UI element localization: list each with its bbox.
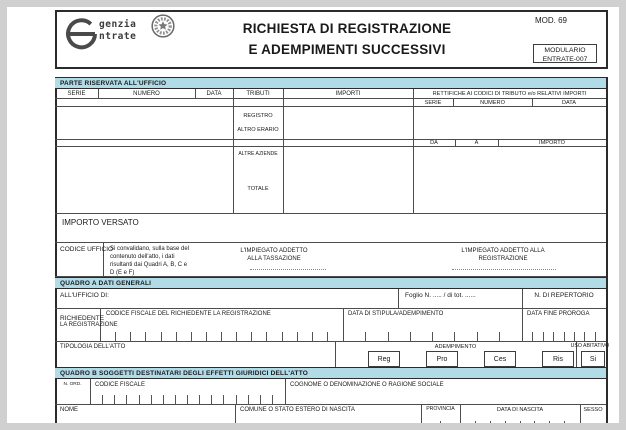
sesso-label: SESSO bbox=[583, 407, 603, 413]
impiegato-registrazione-label: L'IMPIEGATO ADDETTO ALLA REGISTRAZIONE bbox=[461, 248, 545, 263]
cell-rettifiche-area[interactable] bbox=[414, 107, 605, 138]
col-header-a: A bbox=[474, 140, 479, 146]
grid-line bbox=[55, 341, 606, 342]
row-label-altre-aziende: ALTRE AZIENDE bbox=[238, 151, 278, 157]
richiedente-line2: LA REGISTRAZIONE bbox=[60, 322, 118, 329]
nome-field[interactable] bbox=[56, 415, 234, 429]
rettifiche-col-data: DATA bbox=[561, 99, 577, 106]
section-bar-parte-riservata: PARTE RISERVATA ALL'UFFICIO bbox=[55, 77, 606, 89]
col-header-tributi: TRIBUTI bbox=[246, 91, 270, 97]
tipologia-field[interactable] bbox=[56, 352, 334, 366]
grid-line bbox=[55, 242, 606, 243]
provincia-comb-field[interactable] bbox=[422, 421, 459, 430]
data-stipula-comb-field[interactable] bbox=[344, 332, 521, 341]
grid-line bbox=[55, 404, 606, 405]
grid-line bbox=[398, 289, 399, 308]
agency-logo-mark-icon bbox=[64, 17, 100, 56]
cf-b-comb-field[interactable] bbox=[91, 395, 284, 404]
nome-label: NOME bbox=[60, 407, 78, 413]
provincia-label: PROVINCIA bbox=[426, 406, 455, 412]
section-bar-quadro-a: QUADRO A DATI GENERALI bbox=[55, 277, 606, 289]
convalida-text: Si convalidano, sulla base del contenuto dell'atto, i dati risultanti dai Quadri A, B, C e D (E e F) bbox=[110, 246, 190, 276]
col-header-importo: IMPORTO bbox=[539, 140, 565, 146]
importo-versato-label: IMPORTO VERSATO bbox=[62, 218, 139, 227]
n-ord-label: N. ORD. bbox=[63, 382, 82, 387]
uso-abitativo-label: USO ABITATIVO bbox=[570, 343, 610, 349]
republic-emblem-icon bbox=[150, 13, 176, 44]
checkbox-ris[interactable]: Ris bbox=[542, 351, 574, 367]
repertorio-label: N. DI REPERTORIO bbox=[534, 292, 594, 299]
rettifiche-col-serie: SERIE bbox=[424, 99, 442, 106]
modulario-box bbox=[533, 44, 597, 63]
checkbox-ces[interactable]: Ces bbox=[484, 351, 516, 367]
modulario-line2: ENTRATE-007 bbox=[542, 55, 588, 63]
adempimento-label: ADEMPIMENTO bbox=[434, 344, 477, 350]
row-label-totale: TOTALE bbox=[247, 186, 269, 192]
data-proroga-label: DATA FINE PROROGA bbox=[527, 311, 590, 317]
section-bar-quadro-b: QUADRO B SOGGETTI DESTINATARI DEGLI EFFETTI GIURIDICI DELL'ATTO bbox=[55, 367, 606, 379]
data-nascita-label: DATA DI NASCITA bbox=[496, 407, 544, 413]
grid-line bbox=[55, 308, 606, 309]
grid-line bbox=[55, 213, 606, 214]
data-nascita-comb-field[interactable] bbox=[461, 421, 579, 430]
cell-rettifiche-importi-area[interactable] bbox=[414, 147, 605, 212]
signature-line-tassazione[interactable] bbox=[250, 268, 326, 270]
form-title bbox=[230, 19, 464, 61]
mod-number: MOD. 69 bbox=[534, 16, 567, 25]
col-header-numero: NUMERO bbox=[133, 91, 160, 97]
logo-line2: ntrate bbox=[99, 30, 137, 42]
codice-ufficio-field[interactable] bbox=[56, 255, 102, 275]
agency-logo-text bbox=[99, 19, 136, 43]
comune-field[interactable] bbox=[236, 415, 420, 429]
form-title-line2: E ADEMPIMENTI SUCCESSIVI bbox=[248, 41, 446, 57]
all-ufficio-label: ALL'UFFICIO DI: bbox=[60, 292, 109, 299]
rettifiche-col-numero: NUMERO bbox=[480, 99, 505, 106]
cognome-field[interactable] bbox=[286, 390, 604, 403]
cognome-label: COGNOME O DENOMINAZIONE O RAGIONE SOCIALE bbox=[290, 382, 444, 388]
data-proroga-comb-field[interactable] bbox=[523, 332, 605, 341]
sesso-field[interactable] bbox=[581, 415, 604, 429]
cf-b-label: CODICE FISCALE bbox=[95, 382, 146, 388]
form-title-line1: RICHIESTA DI REGISTRAZIONE bbox=[242, 21, 452, 36]
checkbox-pro[interactable]: Pro bbox=[426, 351, 458, 367]
logo-line1: genzia bbox=[99, 19, 137, 30]
codice-ufficio-label: CODICE UFFICIO bbox=[60, 246, 114, 253]
row-label-altro-erario: ALTRO ERARIO bbox=[237, 127, 279, 133]
row-label-registro: REGISTRO bbox=[243, 113, 273, 119]
richiedente-line1: RICHIEDENTE bbox=[60, 315, 105, 322]
cell-tributi-importi-area[interactable] bbox=[56, 107, 412, 212]
all-ufficio-field[interactable] bbox=[115, 291, 395, 306]
tipologia-label: TIPOLOGIA DELL'ATTO bbox=[60, 344, 126, 350]
importo-versato-field[interactable] bbox=[56, 228, 605, 241]
col-header-importi: IMPORTI bbox=[335, 91, 361, 97]
cf-richiedente-comb-field[interactable] bbox=[101, 332, 342, 341]
rettifiche-header: RETTIFICHE AI CODICI DI TRIBUTO e/o RELATIVI IMPORTI bbox=[432, 91, 587, 97]
col-header-data: DATA bbox=[206, 91, 222, 97]
checkbox-reg[interactable]: Reg bbox=[368, 351, 400, 367]
cf-richiedente-label: CODICE FISCALE DEL RICHIEDENTE LA REGISTRAZIONE bbox=[106, 311, 271, 317]
modulario-line1: MODULARIO bbox=[544, 47, 586, 54]
checkbox-si[interactable]: Si bbox=[581, 351, 605, 367]
data-stipula-label: DATA DI STIPULA/ADEMPIMENTO bbox=[348, 311, 444, 317]
impiegato-tassazione-label: L'IMPIEGATO ADDETTO ALLA TASSAZIONE bbox=[240, 248, 308, 263]
foglio-label: Foglio N. ..... / di tot. ...... bbox=[405, 292, 476, 299]
col-header-serie: SERIE bbox=[67, 91, 86, 97]
col-header-da: DA bbox=[430, 140, 438, 146]
signature-line-registrazione[interactable] bbox=[452, 268, 556, 270]
comune-label: COMUNE O STATO ESTERO DI NASCITA bbox=[240, 407, 355, 413]
